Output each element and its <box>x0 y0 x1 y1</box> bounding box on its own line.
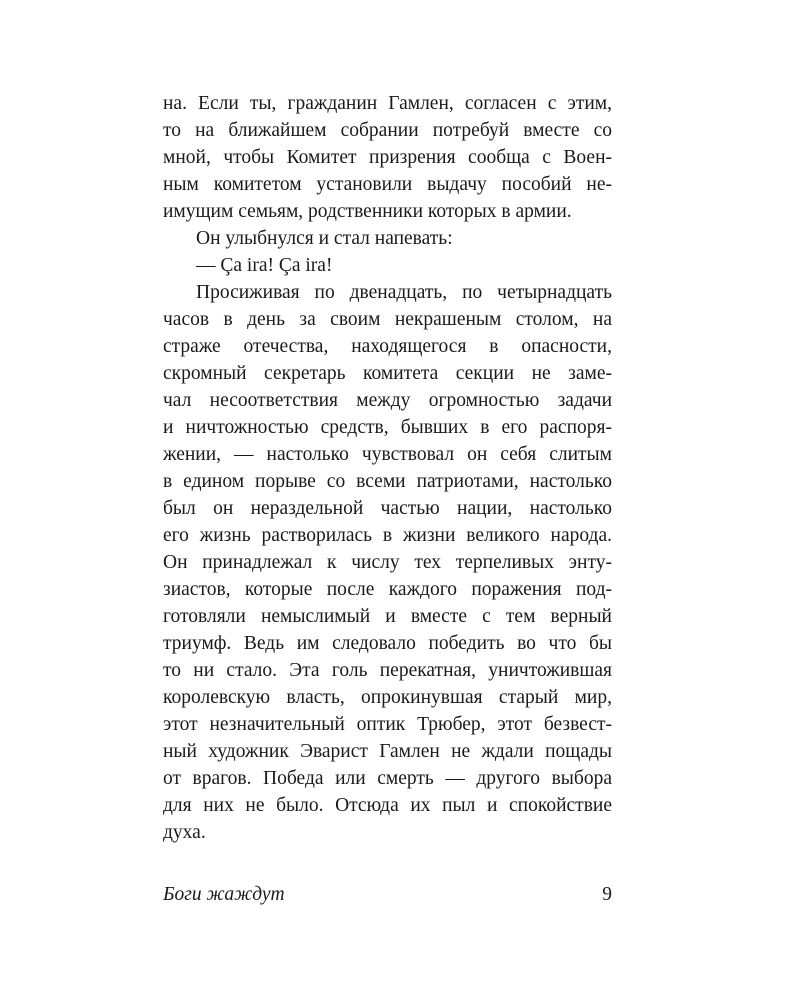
text-line: Он улыбнулся и стал напевать: <box>196 228 453 249</box>
text-line: Он принадлежал к числу тех терпеливых энту- <box>163 552 612 573</box>
text-line: был он нераздельной частью нации, настолько <box>163 498 612 519</box>
text-line: триумф. Ведь им следовало победить во что бы <box>163 633 612 654</box>
text-line: то ни стало. Эта голь перекатная, уничтожившая <box>163 660 612 681</box>
text-line: мной, чтобы Комитет призрения сообща с Воен- <box>163 147 612 168</box>
text-line: чал несоответствия между огромностью задачи <box>163 390 612 411</box>
text-line: ный художник Эварист Гамлен не ждали пощады <box>163 741 612 762</box>
text-line: — Ça ira! Ça ira! <box>196 255 333 276</box>
text-line: на. Если ты, гражданин Гамлен, согласен с этим, <box>163 93 612 114</box>
text-line: имущим семьям, родственники которых в армии. <box>163 201 572 222</box>
text-line: от врагов. Победа или смерть — другого выбора <box>163 768 612 789</box>
text-line: готовляли немыслимый и вместе с тем верный <box>163 606 612 627</box>
page-footer <box>163 881 612 909</box>
text-line: королевскую власть, опрокинувшая старый мир, <box>163 687 612 708</box>
text-line: ным комитетом установили выдачу пособий не- <box>163 174 612 195</box>
text-line: скромный секретарь комитета секции не заме- <box>163 363 612 384</box>
text-line: часов в день за своим некрашеным столом, на <box>163 309 612 330</box>
text-line: духа. <box>163 822 206 843</box>
text-line: зиастов, которые после каждого поражения под- <box>163 579 612 600</box>
text-line: для них не было. Отсюда их пыл и спокойствие <box>163 795 612 816</box>
running-title: Боги жаждут <box>163 884 285 905</box>
text-line: жении, — настолько чувствовал он себя слитым <box>163 444 612 465</box>
page-number: 9 <box>602 884 612 905</box>
text-line: Просиживая по двенадцать, по четырнадцать <box>196 282 612 303</box>
text-line: и ничтожностью средств, бывших в его распоря- <box>163 417 612 438</box>
text-line: его жизнь растворилась в жизни великого народа. <box>163 525 612 546</box>
text-line: страже отечества, находящегося в опасности, <box>163 336 612 357</box>
text-line: этот незначительный оптик Трюбер, этот безвест- <box>163 714 612 735</box>
body-text <box>163 90 612 846</box>
text-line: в едином порыве со всеми патриотами, настолько <box>163 471 612 492</box>
text-line: то на ближайшем собрании потребуй вместе со <box>163 120 612 141</box>
